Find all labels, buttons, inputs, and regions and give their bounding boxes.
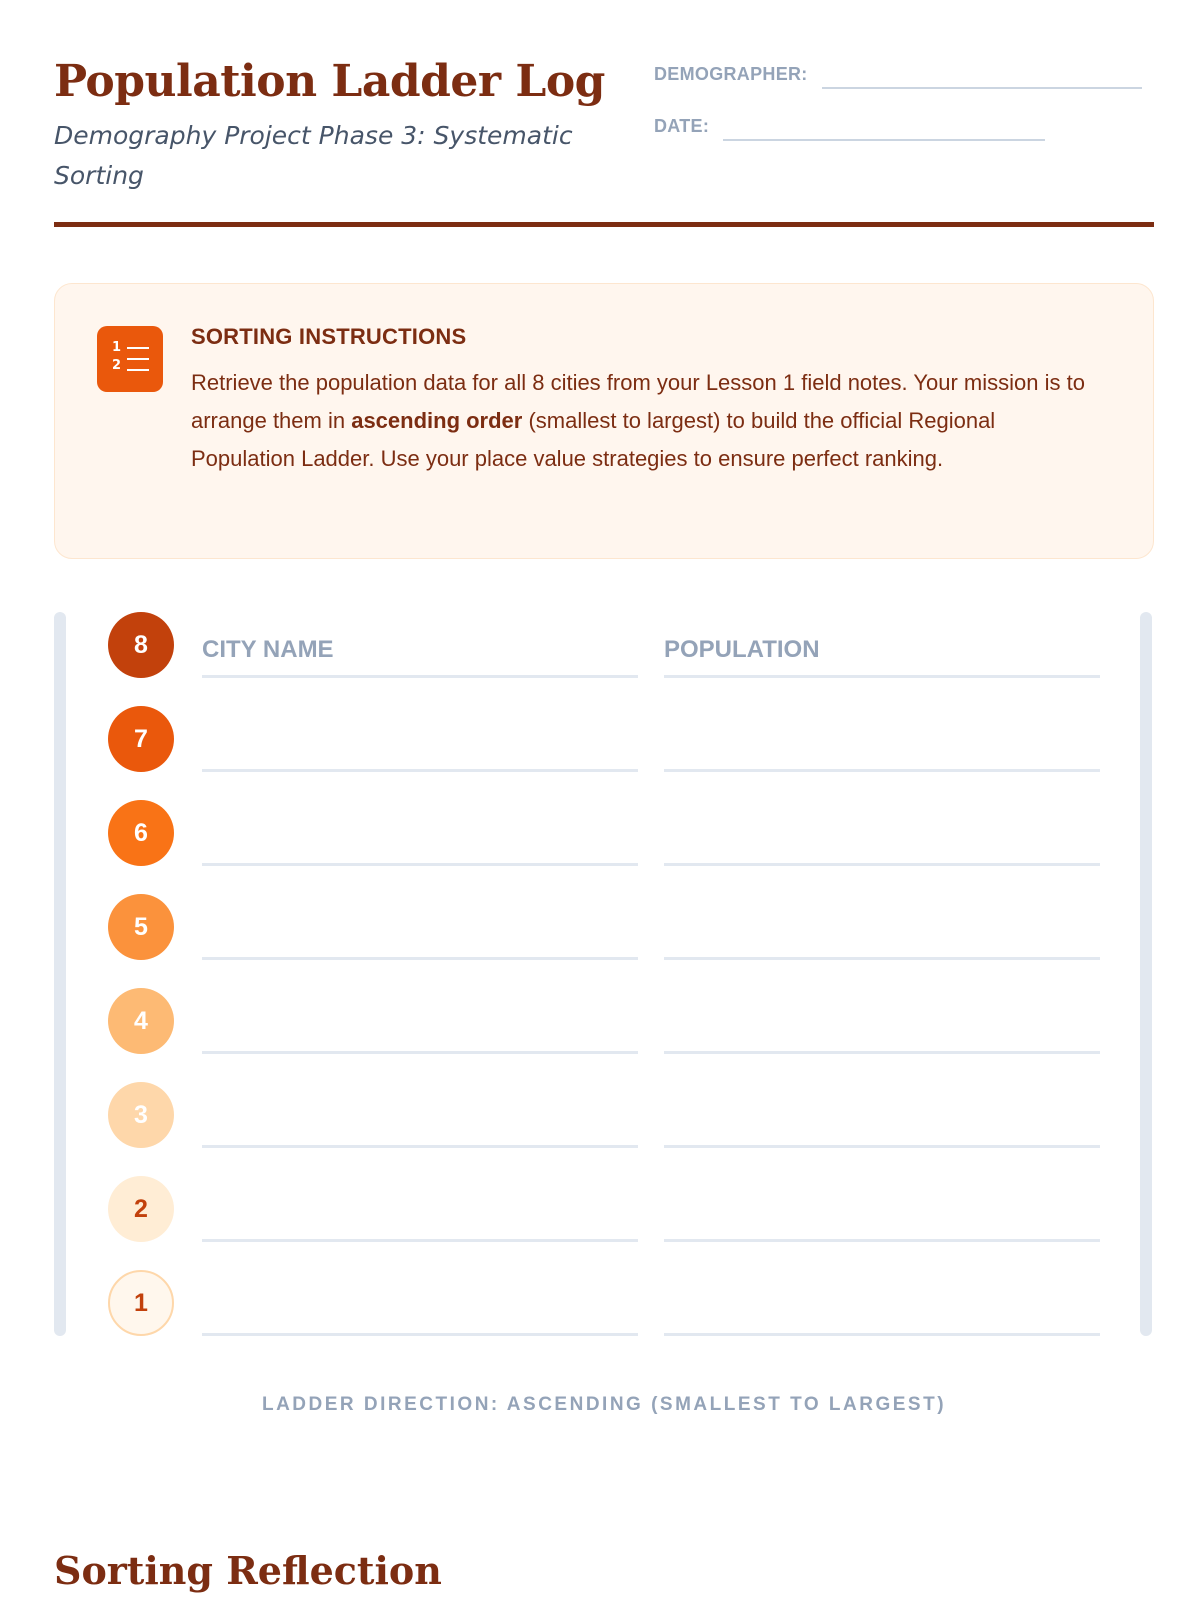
city-name-header: CITY NAME [202, 636, 638, 678]
date-label: DATE: [654, 116, 710, 136]
city-name-input[interactable] [202, 1012, 638, 1054]
ladder-direction-caption: LADDER DIRECTION: ASCENDING (SMALLEST TO LARGEST) [261, 1394, 947, 1415]
ladder-rung [54, 612, 1154, 706]
rank-badge: 7 [108, 706, 174, 772]
ladder-rung [54, 1176, 1154, 1270]
rank-badge: 5 [108, 894, 174, 960]
rank-badge: 8 [108, 612, 174, 678]
instructions-text-part: (smallest to largest) to build the official Regional Population Ladder. Use your place value strategies to ensure perfect ranking. [191, 408, 996, 471]
instructions-title: SORTING INSTRUCTIONS [191, 324, 467, 349]
city-name-input[interactable] [202, 1294, 638, 1336]
ladder-rung [54, 988, 1154, 1082]
worksheet-page [54, 0, 1154, 1600]
header-divider [54, 222, 1154, 227]
population-input[interactable] [664, 730, 1100, 772]
rank-badge: 2 [108, 1176, 174, 1242]
reflection-heading: Sorting Reflection [54, 1548, 442, 1593]
ladder-rung [54, 706, 1154, 800]
ladder-rung [54, 1270, 1154, 1364]
city-name-input[interactable] [202, 730, 638, 772]
ladder-rung [54, 800, 1154, 894]
instructions-text-part: Retrieve the population data for all 8 cities from your Lesson 1 field notes. Your mission is to arrange them in [191, 370, 1085, 433]
city-name-input[interactable] [202, 1200, 638, 1242]
rank-badge: 6 [108, 800, 174, 866]
sorting-instructions-panel [54, 283, 1154, 559]
page-subtitle: Demography Project Phase 3: Systematic Sorting [54, 121, 573, 190]
worksheet-header [54, 52, 1154, 228]
date-input-line[interactable] [723, 138, 1045, 141]
rank-badge: 4 [108, 988, 174, 1054]
city-name-input[interactable] [202, 1106, 638, 1148]
date-field [654, 116, 1045, 137]
ladder-rung [54, 894, 1154, 988]
city-name-input[interactable] [202, 824, 638, 866]
population-input[interactable] [664, 918, 1100, 960]
population-input[interactable] [664, 824, 1100, 866]
population-ladder [54, 612, 1154, 1336]
ordered-list-icon: 1 2 [97, 326, 163, 392]
population-header: POPULATION [664, 636, 1100, 678]
population-input[interactable] [664, 1200, 1100, 1242]
rank-badge: 1 [108, 1270, 174, 1336]
demographer-field [654, 64, 1142, 85]
demographer-label: DEMOGRAPHER: [654, 64, 808, 84]
population-input[interactable] [664, 1294, 1100, 1336]
city-name-input[interactable] [202, 918, 638, 960]
page-title: Population Ladder Log [54, 56, 605, 107]
rank-badge: 3 [108, 1082, 174, 1148]
instructions-text [191, 364, 1091, 478]
demographer-input-line[interactable] [822, 86, 1142, 89]
ladder-rung [54, 1082, 1154, 1176]
instructions-emphasis: ascending order [351, 408, 523, 433]
population-input[interactable] [664, 1012, 1100, 1054]
population-input[interactable] [664, 1106, 1100, 1148]
